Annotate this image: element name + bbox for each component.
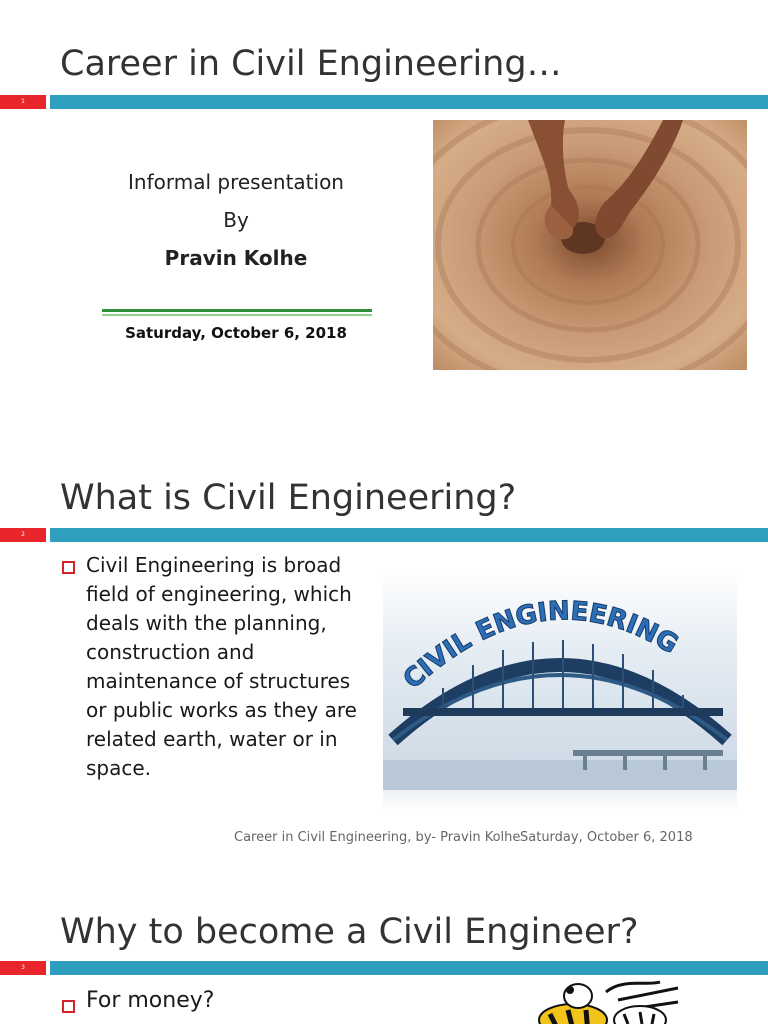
- slide-number: 2: [21, 531, 25, 538]
- presentation-subtitle: Informal presentation: [128, 170, 344, 194]
- bullet-square-icon: [62, 561, 75, 574]
- title-rule: [50, 961, 768, 975]
- slide-title: What is Civil Engineering?: [60, 478, 517, 518]
- slide-number: 3: [21, 964, 25, 971]
- slide-number: 1: [21, 98, 25, 105]
- by-label: By: [223, 208, 249, 232]
- slide-title: Career in Civil Engineering…: [60, 44, 562, 84]
- divider: [102, 314, 372, 316]
- title-rule: [50, 95, 768, 109]
- bridge-image-text: CIVIL ENGINEERING: [397, 596, 684, 696]
- divider: [102, 309, 372, 312]
- definition-text: Civil Engineering is broad field of engineering, which deals with the planning, construction and maintenance of structures or public works as they are related earth, water or in space.: [86, 553, 357, 780]
- money-bee-clipart: [528, 980, 688, 1024]
- footer-left: Career in Civil Engineering, by- Pravin Kolhe: [234, 830, 521, 845]
- bullet-item: For money?: [86, 988, 215, 1013]
- civil-engineering-bridge-image: [383, 570, 737, 810]
- footer-date: Saturday, October 6, 2018: [520, 830, 693, 845]
- title-rule: [50, 528, 768, 542]
- slide-1: [0, 0, 768, 440]
- bullet-square-icon: [62, 1000, 75, 1013]
- slide-title: Why to become a Civil Engineer?: [60, 912, 639, 952]
- pottery-wheel-image: [433, 120, 747, 370]
- presentation-date: Saturday, October 6, 2018: [125, 324, 347, 342]
- author-name: Pravin Kolhe: [164, 246, 308, 270]
